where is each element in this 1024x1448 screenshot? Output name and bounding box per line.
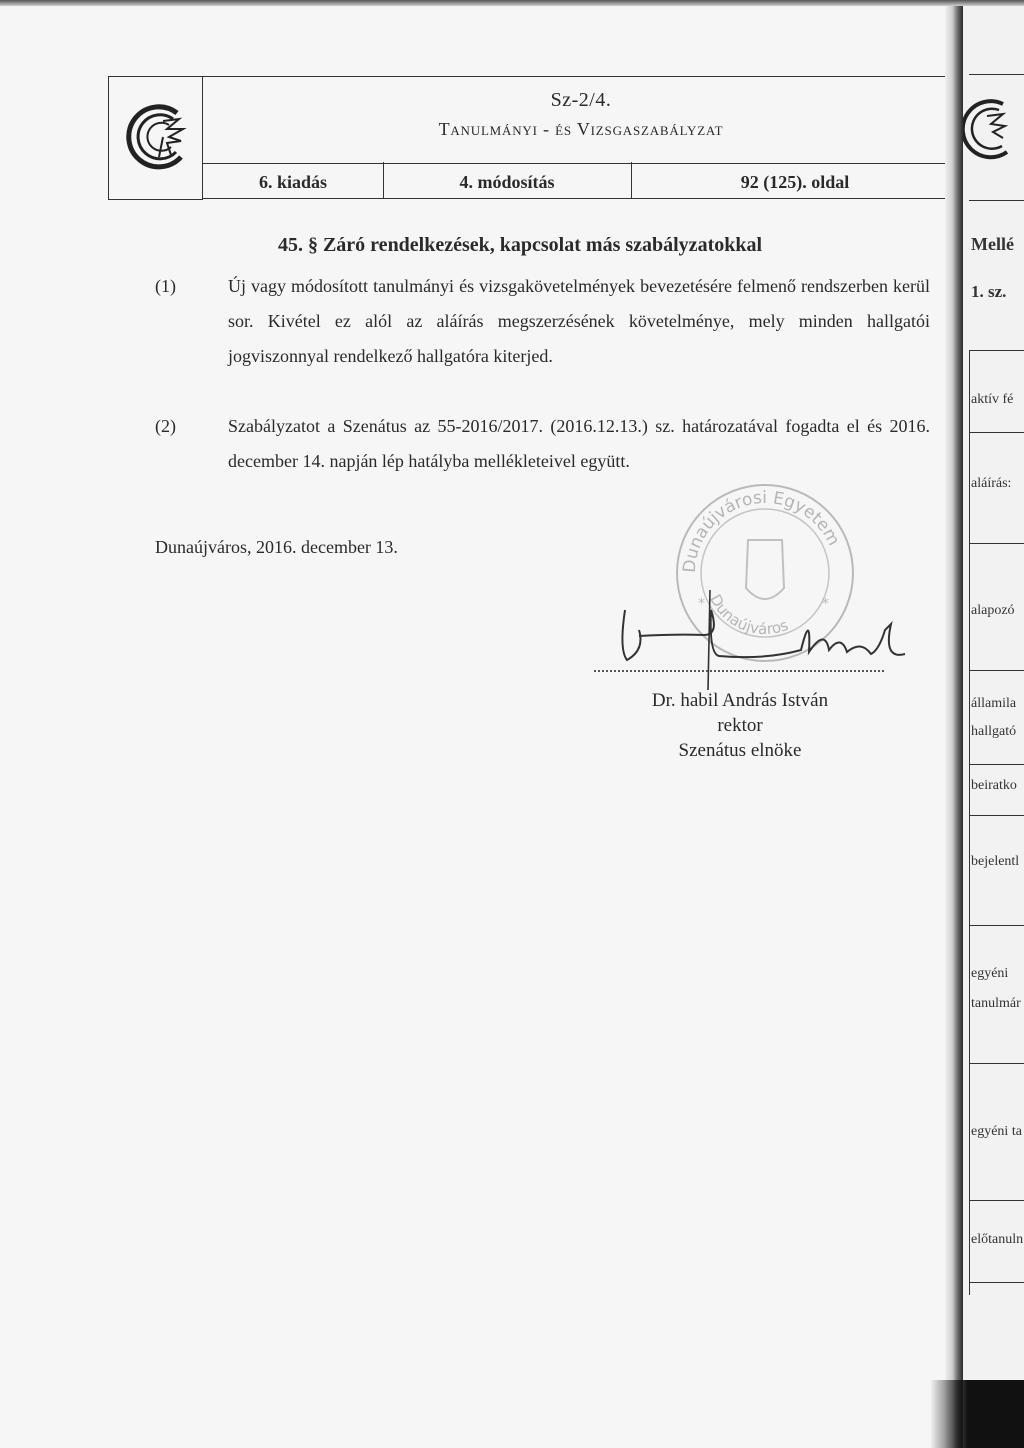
next-page-rule [969,1282,1024,1283]
next-page-row-label: hallgató [971,724,1017,739]
handwritten-signature [615,590,915,700]
paragraph-number: (2) [155,416,176,436]
next-page-heading: Mellé [971,234,1014,254]
section-title: 45. § Záró rendelkezések, kapcsolat más szabályzatokkal [277,234,763,256]
book-spine-shadow [945,0,963,1448]
next-page-rule [969,432,1024,433]
page-number-cell: 92 (125). oldal [740,172,850,192]
next-page-rule [969,543,1024,544]
stamp-top-text: Dunaújvárosi Egyetem [679,487,844,574]
signatory-block [570,688,910,763]
next-page-rule [969,200,1024,201]
document-code: Sz-2/4. [550,89,612,111]
next-page-rule [969,74,1024,75]
revision-cell: 4. módosítás [383,162,632,198]
next-page-row-label: aláírás: [971,476,1012,491]
signatory-role: rektor [717,715,763,736]
document-title: Tanulmányi - és Vizsgaszabályzat [438,119,724,139]
document-header [108,76,958,200]
svg-text:Dunaújvárosi Egyetem [680,488,844,574]
signature-line [594,650,884,672]
next-page-row-label: előtanuln [971,1232,1024,1247]
place-and-date: Dunaújváros, 2016. december 13. [155,537,398,557]
next-page-row-label: tanulmár [971,996,1021,1011]
paragraph-text: Szabályzatot a Szenátus az 55-2016/2017. (2016.12.13.) sz. határozatával fogadta el és 2016. december 14. napján lép hatályba mellékleteivel együtt. [228,416,930,471]
next-page-rule [969,1200,1024,1201]
next-page-rule [969,350,1024,351]
scan-top-edge [0,0,1024,6]
next-page-row-label: alapozó [971,603,1015,618]
svg-text:*: * [822,596,829,612]
next-page-rule [969,670,1024,671]
next-page-row-label: beiratko [971,778,1017,793]
signatory-title: Szenátus elnöke [678,740,802,761]
next-page-row-label: bejelentl [971,854,1020,869]
paragraph-number: (1) [155,276,176,296]
svg-text:*: * [698,596,705,612]
title-cell [202,76,959,164]
next-page-row-label: egyéni ta [971,1124,1022,1139]
next-page-row-label: egyéni [971,966,1009,981]
header-meta-row [202,162,959,199]
stamp-bottom-text: Dunaújváros [706,591,791,639]
paragraph-text: Új vagy módosított tanulmányi és vizsgakövetelmények bevezetésére felmenő rendszerben kerül sor. Kivétel ez alól az aláírás megszerzésének követelménye, mely minden hallgatói jogviszonnyal rendelkező hallgatóra kiterjed. [228,276,930,366]
edition-cell: 6. kiadás [203,162,384,198]
next-page-row-label: államila [971,696,1017,711]
scan-corner-shadow [930,1380,1024,1448]
next-page-rule [969,764,1024,765]
next-page-rule [969,815,1024,816]
university-logo-icon [123,99,195,177]
next-page-subheading: 1. sz. [971,282,1007,301]
logo-cell [108,76,203,200]
next-page-table-border [969,350,970,1295]
next-page-rule [969,925,1024,926]
university-logo-icon [963,96,1013,166]
next-page-fragment [963,0,1024,1448]
next-page-row-label: aktív fé [971,392,1014,407]
signatory-name: Dr. habil András István [651,690,829,711]
next-page-rule [969,1063,1024,1064]
